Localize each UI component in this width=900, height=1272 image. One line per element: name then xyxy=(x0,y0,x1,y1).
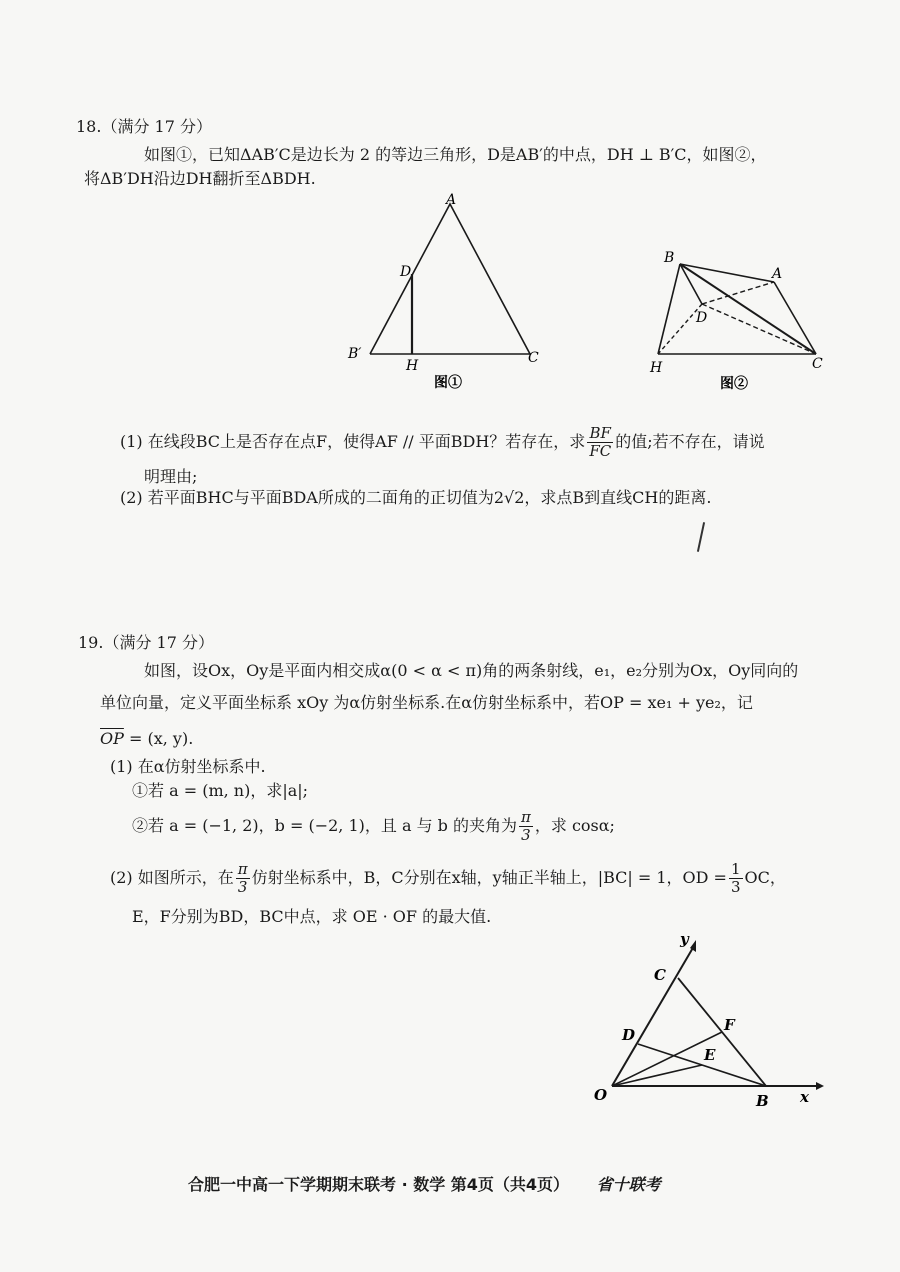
fig2-label-D: D xyxy=(696,310,708,326)
page-footer xyxy=(188,1172,661,1195)
q19-fig-label-y: y xyxy=(680,930,689,948)
q19-part2-line1 xyxy=(110,858,786,898)
q19-fig-label-B: B xyxy=(756,1092,769,1110)
q18-part2 xyxy=(120,487,711,509)
q19-part1-ii-num: π xyxy=(521,808,531,826)
q18-part2-text-b: ，求点B到直线CH的距离. xyxy=(524,488,712,507)
q19-part2-text-c: OC， xyxy=(744,868,786,887)
fig2-label-C: C xyxy=(812,356,823,372)
q19-part2-num1: π xyxy=(237,860,248,878)
fig1-label-A: A xyxy=(446,192,457,208)
fig1-label-B-prime: B′ xyxy=(348,346,362,362)
q18-part1-fraction xyxy=(587,425,613,460)
q19-part2-num2: 1 xyxy=(730,860,741,878)
q19-intro-line3-text: = (x, y). xyxy=(123,729,194,748)
q19-figure xyxy=(586,926,826,1116)
q18-figure-1 xyxy=(340,190,560,400)
q18-part1-line1 xyxy=(120,422,765,462)
q19-part1-ii-den: 3 xyxy=(521,826,531,844)
q19-part1-ii-text-a: ②若 a = (−1, 2)，b = (−2, 1)，且 a 与 b 的夹角为 xyxy=(132,816,517,835)
q19-fig-label-F: F xyxy=(724,1016,735,1034)
fig2-label-H: H xyxy=(650,360,663,376)
fig1-label-C: C xyxy=(528,350,539,366)
fig1-label-D: D xyxy=(400,264,412,280)
q19-vector-OP: $\overline{OP}$ xyxy=(100,729,124,748)
q19-fig-label-E: E xyxy=(704,1046,716,1064)
q19-part1-ii xyxy=(132,806,615,846)
q19-intro-line2: 单位向量，定义平面坐标系 xOy 为α仿射坐标系.在α仿射坐标系中，若OP = xe₁ + ye₂，记 xyxy=(100,693,753,712)
fig2-label-B: B xyxy=(664,250,675,266)
q18-part1-text-b: 的值;若不存在，请说 xyxy=(615,432,765,451)
q18-header: 18.（满分 17 分） xyxy=(76,117,212,136)
fig1-caption: 图① xyxy=(434,375,462,391)
q19-fig-label-x: x xyxy=(800,1088,809,1106)
footer-seal: 省十联考 xyxy=(596,1175,661,1194)
q19-part2-text-a: (2) 如图所示，在 xyxy=(110,868,234,887)
q18-part1-text-a: (1) 在线段BC上是否存在点F，使得AF // 平面BDH？若存在，求 xyxy=(120,432,586,451)
q19-part2-fraction-2 xyxy=(729,861,743,896)
q19-part1-ii-fraction xyxy=(519,809,533,844)
stray-mark xyxy=(697,522,705,552)
q19-fig-label-O: O xyxy=(594,1086,608,1104)
q19-fig-label-C: C xyxy=(654,966,666,984)
fig2-label-A: A xyxy=(772,266,783,282)
q19-header: 19.（满分 17 分） xyxy=(78,633,214,652)
q18-part2-text-a: (2) 若平面BHC与平面BDA所成的二面角的正切值为2 xyxy=(120,488,505,507)
q19-part2-den2: 3 xyxy=(730,878,741,896)
fig1-label-H: H xyxy=(406,358,419,374)
q18-intro-line1: 如图①，已知ΔAB′C是边长为 2 的等边三角形，D是AB′的中点，DH ⊥ B′C，如图②， xyxy=(144,145,767,164)
q18-part1-frac-num: BF xyxy=(587,425,613,443)
fig2-caption: 图② xyxy=(720,376,748,392)
q19-part2-fraction-1 xyxy=(236,861,250,896)
q19-part1-title: (1) 在α仿射坐标系中. xyxy=(110,757,266,776)
q19-part1-i: ①若 a = (m, n)，求|a|; xyxy=(132,781,309,800)
q19-part2-den1: 3 xyxy=(237,878,248,896)
q18-intro-line2: 将ΔB′DH沿边DH翻折至ΔBDH. xyxy=(84,169,316,188)
q18-part1-line2: 明理由; xyxy=(144,467,198,486)
q19-intro-line1: 如图，设Ox，Oy是平面内相交成α(0 < α < π)角的两条射线，e₁，e₂分别为Ox，Oy同向的 xyxy=(144,661,799,680)
q19-fig-label-D: D xyxy=(622,1026,636,1044)
q19-part2-line2: E，F分别为BD，BC中点，求 OE · OF 的最大值. xyxy=(132,907,492,926)
q19-part1-ii-text-b: ，求 cosα; xyxy=(534,816,615,835)
q18-part2-sqrt: √2 xyxy=(504,488,525,507)
q19-part2-text-b: 仿射坐标系中，B，C分别在x轴，y轴正半轴上，|BC| = 1，OD = xyxy=(251,868,727,887)
q18-part1-frac-den: FC xyxy=(589,442,612,460)
footer-text: 合肥一中高一下学期期末联考 · 数学 第4页（共4页） xyxy=(188,1175,570,1194)
q19-intro-line3 xyxy=(100,728,193,750)
q18-figure-2 xyxy=(640,246,840,396)
